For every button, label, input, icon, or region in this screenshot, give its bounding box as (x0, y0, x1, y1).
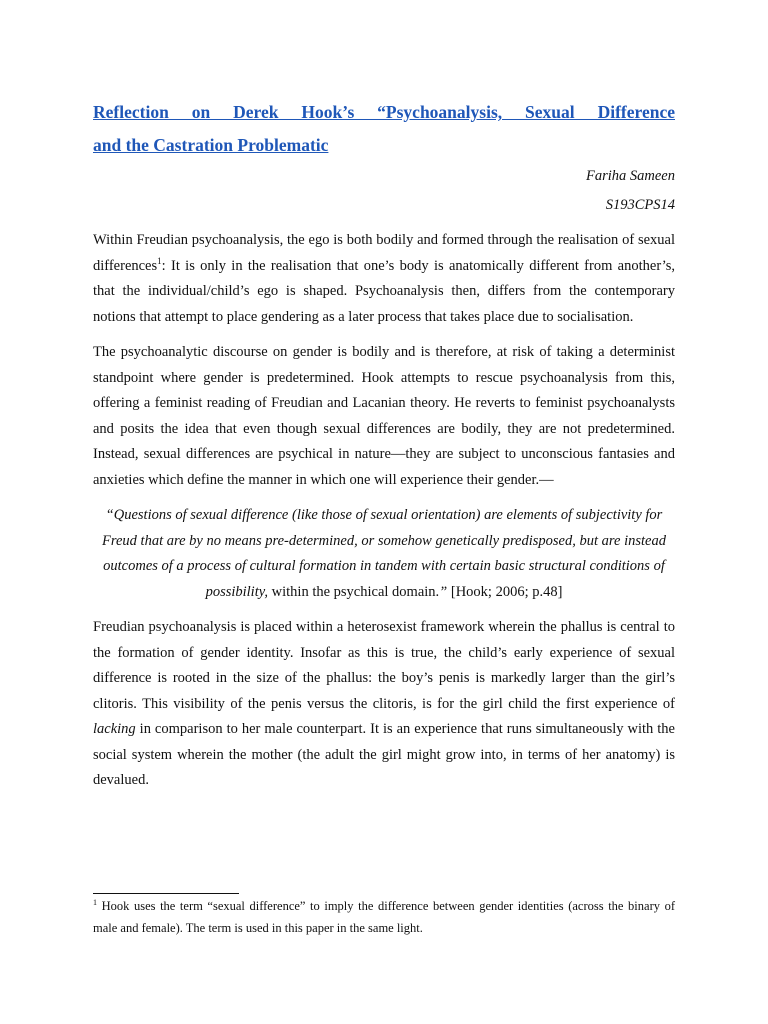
paragraph-3-text-b: in comparison to her male counterpart. It is an experience that runs simultaneously with the social system wherein the mother (the adult the girl might grow into, in terms of her anatomy) is devalued. (93, 721, 675, 788)
quote-plain-text: within the psychical domain. (268, 583, 440, 600)
quote-citation: [Hook; 2006; p.48] (447, 583, 563, 600)
paragraph-1 (93, 228, 675, 330)
quote-italic-text: “Questions of sexual difference (like those of sexual orientation) are elements of subjectivity for Freud that are by no means pre-determined, or somehow genetically predisposed, but are instead outcomes of a process of cultural formation in tandem with certain basic structural conditions of possibility, (102, 507, 666, 600)
quote-closing-mark: ” (439, 583, 448, 600)
paragraph-3-text-a: Freudian psychoanalysis is placed within a heterosexist framework wherein the phallus is central to the formation of gender identity. Insofar as this is true, the child’s early experience of sexual difference is rooted in the size of the phallus: the boy’s penis is markedly larger than the girl’s clitoris. This visibility of the penis versus the clitoris, is for the girl child the first experience of (93, 619, 675, 712)
document-page (93, 96, 675, 794)
paragraph-3-italic-word: lacking (93, 721, 136, 737)
footnote-text: Hook uses the term “sexual difference” to imply the difference between gender identities (across the binary of male and female). The term is used in this paper in the same light. (93, 899, 675, 935)
paragraph-1-text-b: : It is only in the realisation that one’s body is anatomically different from another’s, that the individual/child’s ego is shaped. Psychoanalysis then, differs from the contemporary notions that attempt to place gendering as a later process that takes place due to socialisation. (93, 257, 675, 325)
title-line-2: and the Castration Problematic (93, 135, 329, 155)
author-name: Fariha Sameen (586, 168, 675, 184)
paragraph-2: The psychoanalytic discourse on gender is bodily and is therefore, at risk of taking a determinist standpoint where gender is predetermined. Hook attempts to rescue psychoanalysis from this, offering a feminist reading of Freudian and Lacanian theory. He reverts to feminist psychoanalysts and posits the idea that even though sexual differences are bodily, they are not predetermined. Instead, sexual differences are psychical in nature—they are subject to unconscious fantasies and anxieties which define the manner in which one will experience their gender.— (93, 344, 675, 488)
document-title (93, 96, 675, 162)
title-line-1: Reflection on Derek Hook’s “Psychoanalysis, Sexual Difference (93, 102, 675, 122)
footnote-separator (93, 893, 239, 894)
student-id: S193CPS14 (605, 197, 675, 213)
footnote-reference: 1 (157, 255, 162, 266)
footnote-marker: 1 (93, 897, 97, 907)
footnote (93, 895, 675, 939)
paragraph-1-text-a: Within Freudian psychoanalysis, the ego is both bodily and formed through the realisation of sexual differences (93, 232, 675, 274)
paragraph-3 (93, 615, 675, 794)
block-quote (93, 503, 675, 605)
